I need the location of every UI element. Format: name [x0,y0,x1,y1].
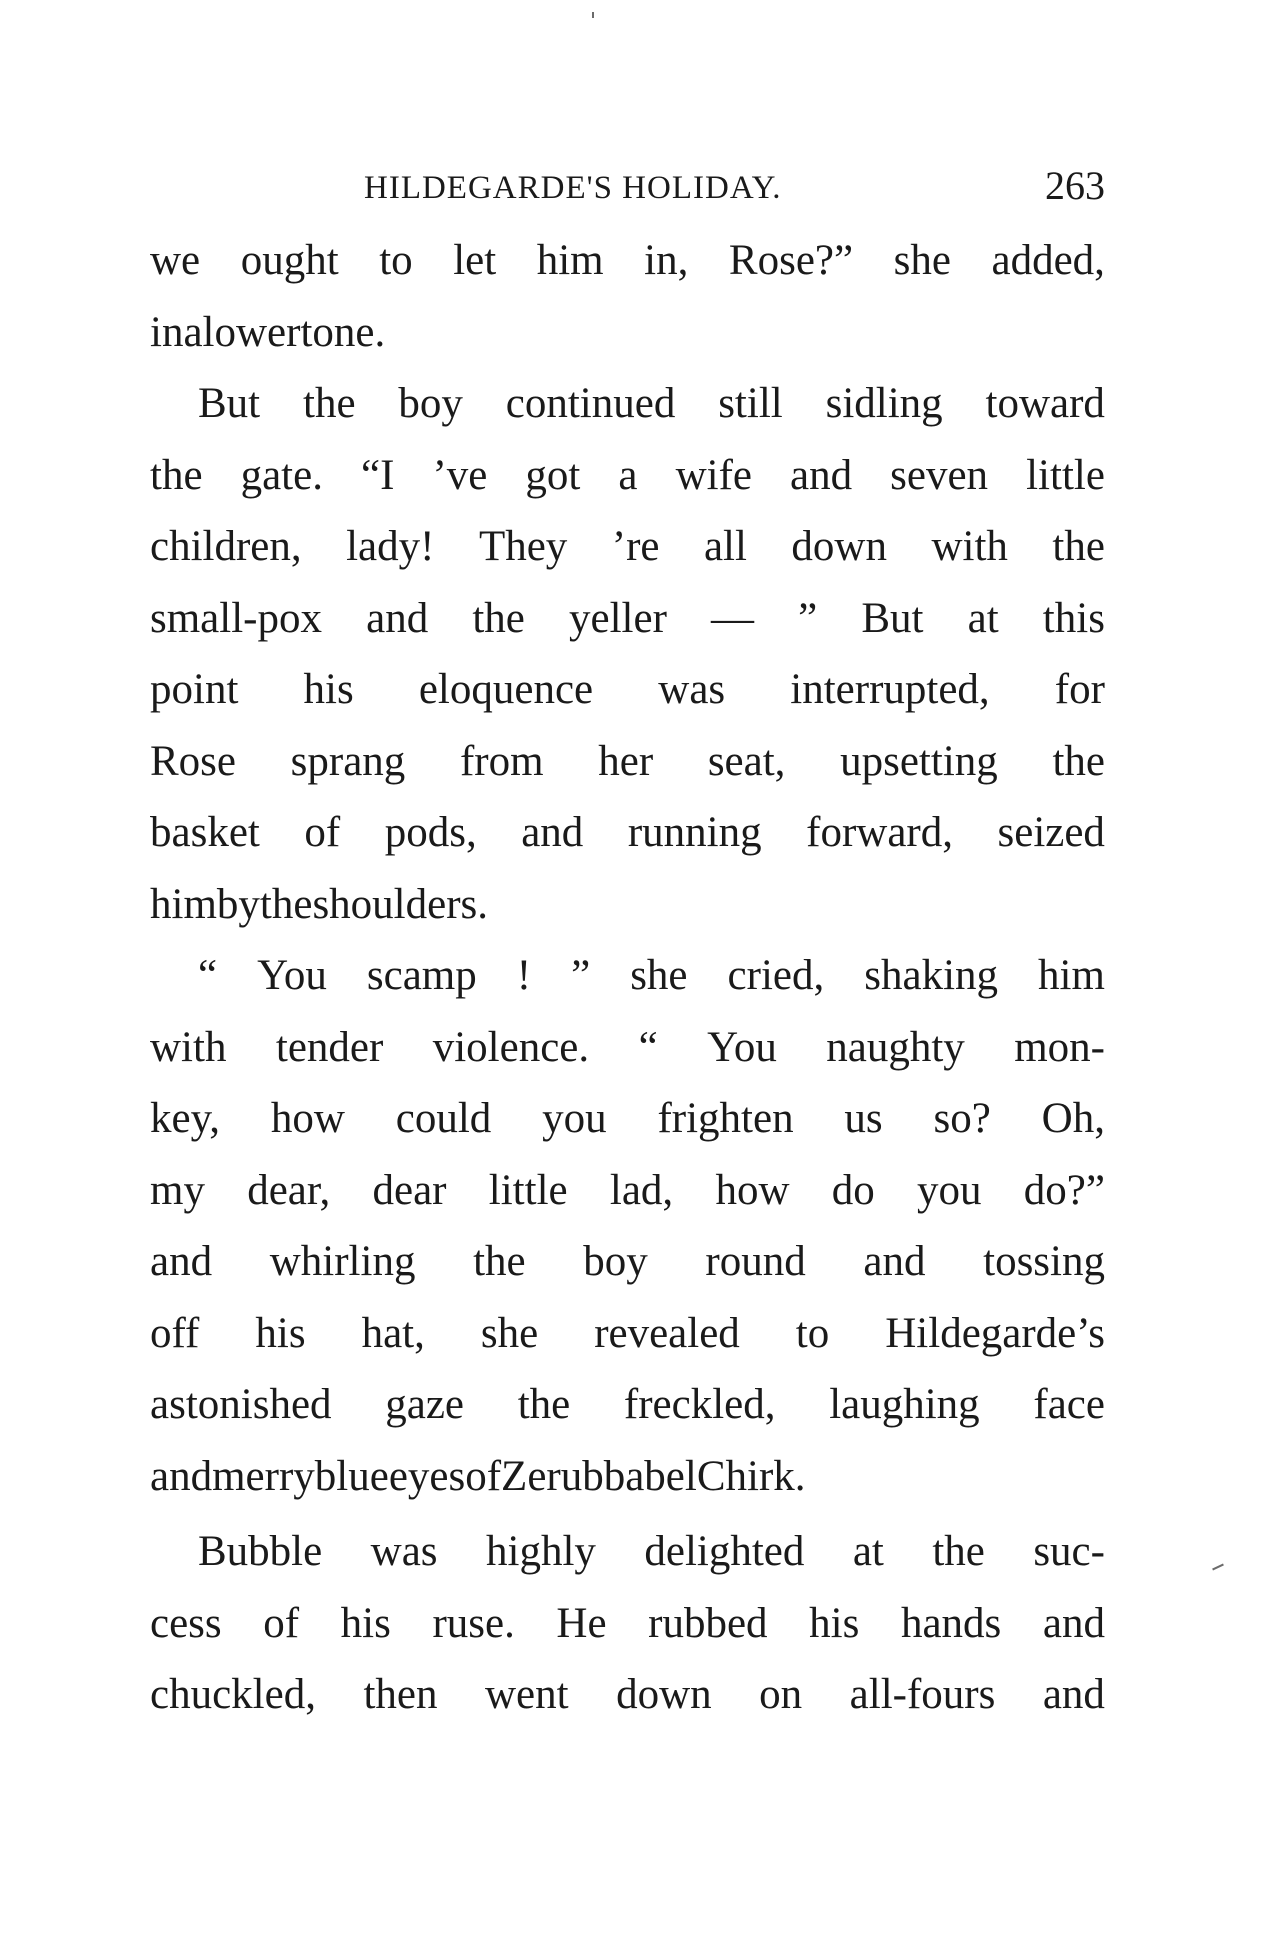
word: ’re [611,523,660,570]
word: gate. [240,451,323,499]
text-line [150,869,1105,941]
word: rubbed [648,1599,768,1647]
word: ” [571,952,591,999]
word: do?” [1023,1166,1105,1214]
word: Rose?” [728,237,854,284]
word: the [1052,523,1105,570]
word: upsetting [840,737,998,785]
word: whirling [269,1238,416,1285]
word: then [363,1671,438,1718]
text-line [150,1226,1105,1298]
word: at [852,1528,884,1575]
word: let [453,237,497,284]
word: eyes [388,1452,466,1500]
word: lady! [346,523,435,570]
word: we [150,237,201,284]
word: his [303,666,354,713]
word: Chirk. [696,1452,806,1500]
word: children, [150,523,302,570]
word: him [536,237,604,284]
scan-speck [592,12,594,18]
text-line [150,1083,1105,1155]
word: frighten [657,1095,794,1142]
word: of [263,1599,300,1647]
word: and [790,451,853,499]
word: dear, [247,1166,331,1214]
word: and [366,594,429,642]
text-line [150,1588,1105,1660]
word: to [795,1309,830,1357]
word: in, [644,237,689,284]
word: tender [275,1023,384,1071]
word: pods, [384,809,477,856]
word: yeller [569,594,667,642]
word: They [478,523,568,570]
word: down [791,523,887,570]
word: her [598,737,654,785]
word: his [255,1309,306,1357]
word: Zerubbabel [501,1452,697,1500]
page-number: 263 [1045,163,1105,208]
word: do [831,1166,875,1214]
word: with [931,523,1008,570]
word: you [917,1166,982,1214]
word: his [340,1599,391,1647]
word: to [379,237,413,284]
word: dear [372,1166,447,1214]
word: continued [505,380,676,427]
word: the [303,380,356,427]
word: him [1038,952,1105,999]
word: basket [150,809,260,856]
word: key, [150,1095,221,1142]
word: and [1042,1671,1105,1718]
word: added, [991,237,1105,284]
word: the [472,594,525,642]
word: “I [361,451,395,499]
word: point [150,666,239,713]
word: on [759,1671,803,1718]
word: hands [900,1599,1002,1647]
word: cess [150,1599,222,1647]
word: seven [890,451,989,499]
word: freckled, [623,1381,776,1428]
word: at [967,594,999,642]
word: ! [516,952,532,999]
word: shaking [864,952,999,999]
word: chuckled, [150,1671,316,1718]
word: and [150,1452,213,1500]
word: his [809,1599,860,1647]
word: how [270,1095,345,1142]
word: running [627,809,762,856]
word: violence. [432,1023,590,1071]
word: from [459,737,544,785]
running-head [150,160,1105,220]
text-line [150,225,1105,297]
text-line [150,797,1105,869]
word: Bubble [198,1528,323,1575]
word: still [718,380,783,427]
word: — [711,594,755,642]
word: boy [583,1238,648,1285]
word: him [150,880,217,928]
word: tossing [983,1238,1105,1285]
word: the [932,1528,985,1575]
word: hat, [361,1309,425,1357]
word: us [844,1095,883,1142]
word: in [150,308,184,356]
word: ’ve [432,451,488,499]
word: highly [486,1528,596,1575]
word: the [259,880,313,928]
running-title: HILDEGARDE'S HOLIDAY. [364,170,782,206]
text-line [150,654,1105,726]
word: was [658,666,726,713]
word: off [150,1309,200,1357]
word: naughty [826,1023,965,1071]
word: shoulders. [312,880,489,928]
word: Rose [150,737,236,785]
word: seized [997,809,1105,856]
text-line [150,1155,1105,1227]
word: and [150,1238,213,1285]
text-line [150,1298,1105,1370]
word: seat, [707,737,786,785]
word: laughing [829,1381,980,1428]
word: ruse. [432,1599,515,1647]
word: a [183,308,203,356]
text-line [150,583,1105,655]
word: astonished [150,1381,332,1428]
word: Hildegarde’s [885,1309,1105,1357]
scan-speck [1212,1564,1224,1571]
word: lad, [609,1166,674,1214]
word: and [863,1238,926,1285]
text-line [150,511,1105,583]
word: and [1042,1599,1105,1647]
word: forward, [806,809,953,856]
word: You [707,1023,777,1071]
word: with [150,1023,227,1071]
text-line [150,297,1105,369]
word: she [480,1309,539,1357]
word: wife [675,451,752,499]
word: delighted [644,1528,805,1575]
word: toward [985,380,1105,427]
word: gaze [385,1381,464,1428]
word: small-pox [150,594,322,642]
word: went [485,1671,569,1718]
word: little [1026,451,1105,499]
word: down [616,1671,712,1718]
word: He [556,1599,607,1647]
text-line [150,440,1105,512]
word: suc- [1033,1528,1105,1575]
word: sidling [825,380,943,427]
word: interrupted, [790,666,990,713]
body-text [150,225,1105,1731]
word: the [517,1381,571,1428]
word: merry [212,1452,315,1500]
text-line [150,1659,1105,1731]
word: and [521,809,584,856]
word: Oh, [1041,1095,1105,1142]
word: for [1054,666,1105,713]
word: boy [398,380,463,427]
word: by [216,880,260,928]
word: was [370,1528,438,1575]
word: mon- [1014,1023,1105,1071]
word: all [703,523,747,570]
word: “ [638,1023,658,1071]
text-line [150,726,1105,798]
word: how [715,1166,790,1214]
word: round [705,1238,806,1285]
word: scamp [366,952,477,999]
word: so? [933,1095,991,1142]
word: got [525,451,581,499]
text-line [150,940,1105,1012]
word: blue [314,1452,389,1500]
word: a [618,451,638,499]
word: this [1042,594,1105,642]
word: eloquence [418,666,594,713]
word: of [465,1452,502,1500]
word: But [198,380,261,427]
word: she [630,952,688,999]
word: lower [202,308,301,356]
word: of [304,809,341,856]
word: ought [240,237,339,284]
word: cried, [727,952,825,999]
text-line [150,1369,1105,1441]
word: revealed [594,1309,740,1357]
word: she [893,237,951,284]
word: the [150,451,203,499]
word: “ [198,952,218,999]
word: my [150,1166,205,1214]
word: you [542,1095,607,1142]
word: tone. [300,308,386,356]
word: all-fours [849,1671,996,1718]
word: You [257,952,327,999]
word: could [395,1095,492,1142]
text-line [150,1441,1105,1513]
word: But [861,594,924,642]
word: the [473,1238,526,1285]
word: face [1033,1381,1105,1428]
word: ” [798,594,818,642]
text-line [150,1012,1105,1084]
text-line [150,368,1105,440]
word: sprang [290,737,406,785]
word: the [1052,737,1105,785]
text-line [150,1516,1105,1588]
word: little [488,1166,568,1214]
